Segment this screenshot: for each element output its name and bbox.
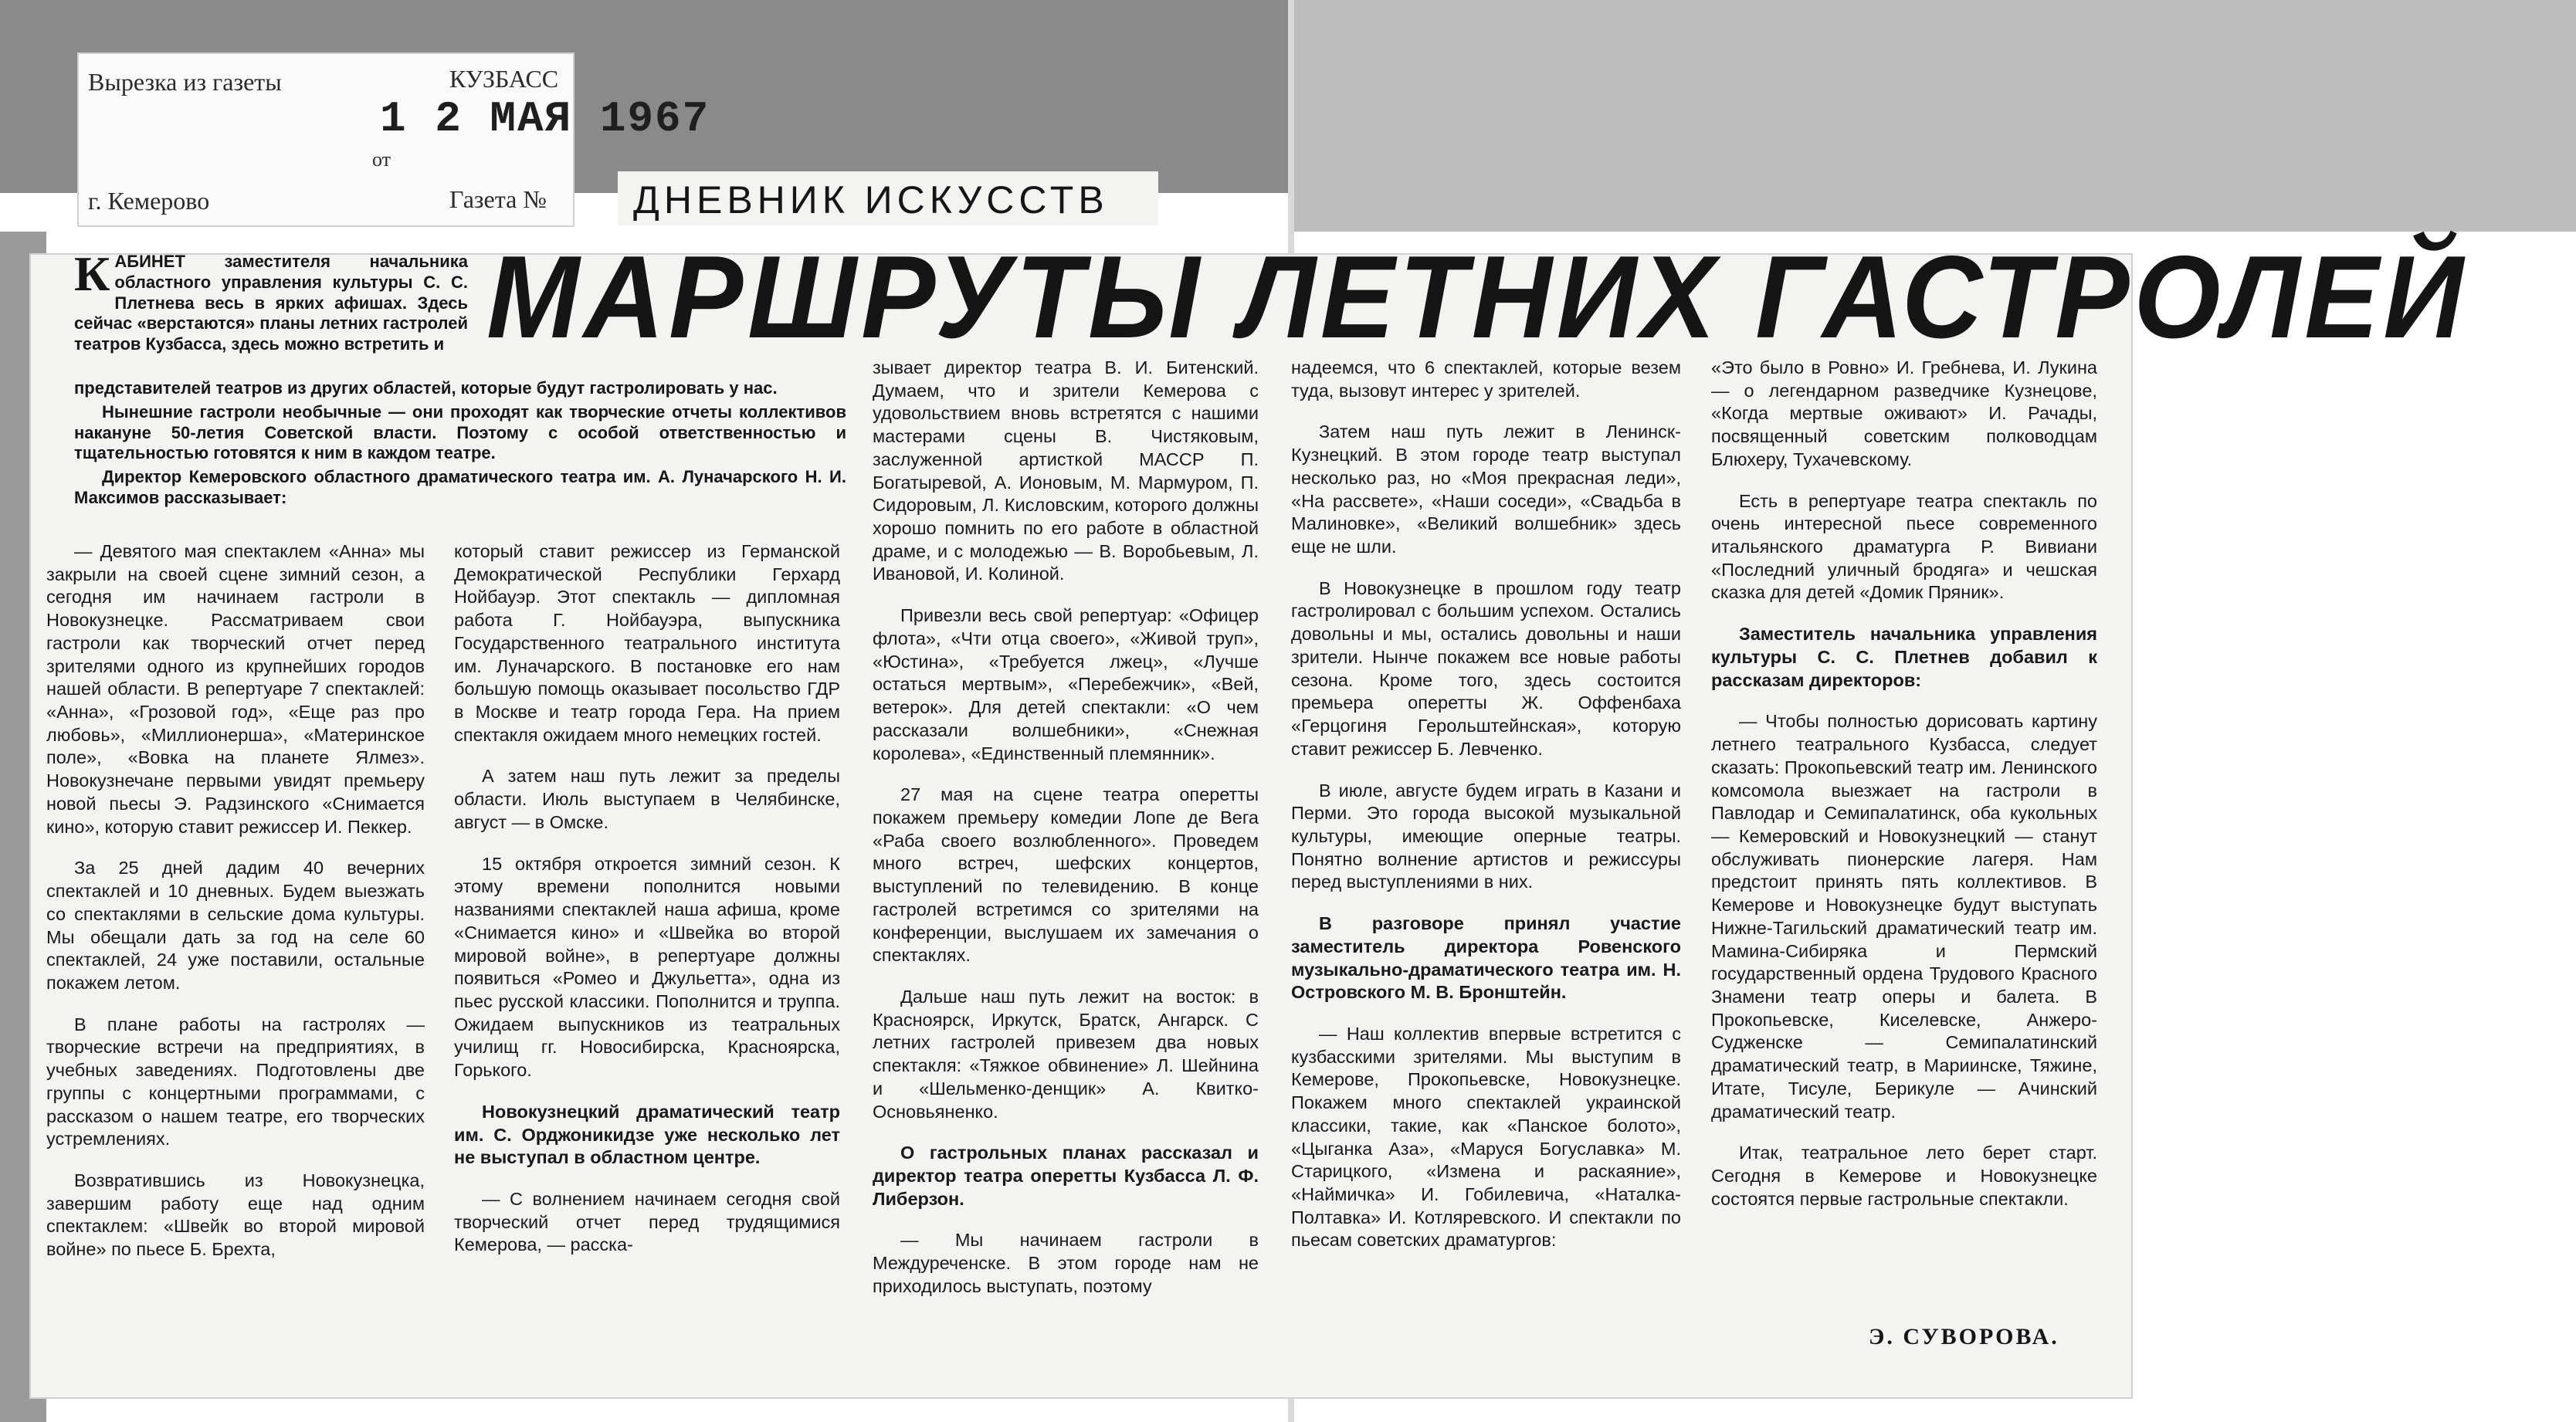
intro-paragraph: АБИНЕТ заместителя начальника областного управления культуры С. С. Плетнева весь в ярких афишах. Здесь сейчас «верстаются» планы летних гастролей театров Кузбасса, здесь можно встретить и <box>74 252 468 354</box>
city-label: г. Кемерово <box>88 187 210 215</box>
intro-paragraph: Директор Кемеровского областного драматического театра им. А. Луначарского Н. И. Максимов рассказывает: <box>74 467 846 508</box>
paragraph: 27 мая на сцене театра оперетты покажем премьеру комедии Лопе де Вега «Раба своего возлюбленного». Проведем много встреч, шефских концертов, выступлений по телевидению. В конце гастролей встретимся со зрителями на конференции, выслушаем их замечания о спектаклях. <box>873 784 1259 966</box>
drop-cap: К <box>74 246 110 301</box>
paragraph: В разговоре принял участие заместитель директора Ровенского музыкально-драматического театра им. Н. Островского М. В. Бронштейн. <box>1291 913 1681 1003</box>
clipping-stamp <box>77 52 710 227</box>
paragraph: — Наш коллектив впервые встретится с кузбасскими зрителями. Мы выступим в Кемерове, Прокопьевске, Новокузнецке. Покажем много спектаклей украинской классики, такие, как «Панское болото», «Цыганка Аза», «Маруся Богуславка» М. Старицкого, «Измена и раскаяние», «Наймичка» И. Гобилевича, «Наталка-Полтавка» И. Котляревского. И спектакли по пьесам советских драматургов: <box>1291 1023 1681 1251</box>
paragraph: который ставит режиссер из Германской Демократической Республики Герхард Нойбауэр. Этот спектакль — дипломная работа Г. Нойбауэра, выпускника Государственного театрального института им. Луначарского. В постановке его нам большую помощь оказывает посольство ГДР в Москве и театр города Гера. На прием спектакля ожидаем много немецких гостей. <box>454 541 840 745</box>
paragraph: — Мы начинаем гастроли в Междуреченске. В этом городе нам не приходилось выступать, поэтому <box>873 1230 1259 1296</box>
paragraph: Привезли весь свой репертуар: «Офицер флота», «Чти отца своего», «Живой труп», «Юстина», «Требуется лжец», «Лучше остаться мертвым», «Перебежчик», «Вей, ветерок». Для детей спектакли: «О чем рассказали волшебники», «Снежная королева», «Единственный племянник». <box>873 605 1259 763</box>
author-signature: Э. СУВОРОВА. <box>1869 1324 2059 1349</box>
paragraph: — Чтобы полностью дорисовать картину летнего театрального Кузбасса, следует сказать: Прокопьевский театр им. Ленинского комсомола выезжает на гастроли в Павлодар и Семипалатинск, оба кукольных — Кемеровский и Новокузнецкий — станут обслуживать пионерские лагеря. Нам предстоит принять пять коллективов. В Кемерове и Новокузнецке будут выступать Нижне-Тагильский драматический театр им. Мамина-Сибиряка и Пермский государственный ордена Трудового Красного Знамени театр оперы и балета. В Прокопьевске, Киселевске, Анжеро-Судженске — Семипалатинский драматический театр, в Мариинске, Тяжине, Итате, Тисуле, Берикуле — Ачинский драматический театр. <box>1711 711 2097 1122</box>
paragraph: «Это было в Ровно» И. Гребнева, И. Лукина — о легендарном разведчике Кузнецове, «Когда мертвые оживают» И. Рачады, посвященный советским полководцам Блюхеру, Тухачевскому. <box>1711 357 2097 469</box>
newspaper-name: КУЗБАСС <box>449 65 559 93</box>
text-column-1 <box>46 540 425 1280</box>
from-label: от <box>372 148 391 171</box>
article-headline: МАРШРУТЫ ЛЕТНИХ ГАСТРОЛЕЙ <box>486 232 2468 363</box>
clipping-label: Вырезка из газеты <box>88 68 282 96</box>
text-column-4 <box>1291 357 1681 1271</box>
paragraph: 15 октября откроется зимний сезон. К этому времени пополнится новыми названиями спектаклей наша афиша, кроме «Снимается кино» и «Швейка во второй мировой войне», в репертуаре должны появиться «Ромео и Джульетта», одна из пьес русской классики. Пополнится и труппа. Ожидаем выпускников из театральных училищ гг. Новосибирска, Красноярска, Горького. <box>454 853 840 1081</box>
paragraph: Затем наш путь лежит в Ленинск-Кузнецкий. В этом городе театр выступал несколько раз, но «Моя прекрасная леди», «На рассвете», «Наши соседи», «Свадьба в Малиновке», «Великий волшебник» здесь еще не шли. <box>1291 422 1681 557</box>
paragraph: — Девятого мая спектаклем «Анна» мы закрыли на своей сцене зимний сезон, а сегодня им начинаем гастроли в Новокузнецке. Рассматриваем свои гастроли как творческий отчет перед зрителями одного из крупнейших городов нашей области. В репертуаре 7 спектаклей: «Анна», «Грозовой год», «Еще раз про любовь», «Миллионерша», «Материнское поле», «Вовка на планете Ялмез». Новокузнечане первыми увидят премьеру новой пьесы Э. Радзинского «Снимается кино», которую ставит режиссер И. Пеккер. <box>46 541 425 837</box>
paragraph: зывает директор театра В. И. Битенский. Думаем, что и зрители Кемерова с удовольствием вновь встретятся с нашими мастерами сцены В. Чистяковым, заслуженной артисткой МАССР П. Богатыревой, А. Ионовым, М. Мармуром, П. Сидоровым, Л. Кисловским, которого должны хорошо помнить по его работе в областной драме, и с молодежью — В. Воробьевым, Л. Ивановой, И. Колиной. <box>873 357 1259 584</box>
paragraph: О гастрольных планах рассказал и директор театра оперетты Кузбасса Л. Ф. Либерзон. <box>873 1143 1259 1209</box>
paragraph: За 25 дней дадим 40 вечерних спектаклей и 10 дневных. Будем выезжать со спектаклями в сельские дома культуры. Мы обещали дать за год на селе 60 спектаклей, 24 уже поставили, остальные покажем летом. <box>46 858 425 993</box>
rubric-title: ДНЕВНИК ИСКУССТВ <box>633 178 1109 222</box>
article-intro-wide <box>74 378 846 512</box>
scan-shadow-light <box>1288 0 2576 232</box>
gazette-number: Газета № <box>449 185 547 213</box>
paragraph: — С волнением начинаем сегодня свой творческий отчет перед трудящимися Кемерова, — расска- <box>454 1188 840 1255</box>
article-intro <box>74 246 468 355</box>
paragraph: Заместитель начальника управления культуры С. С. Плетнев добавил к рассказам директоров: <box>1711 624 2097 690</box>
paragraph: Дальше наш путь лежит на восток: в Красноярск, Иркутск, Братск, Ангарск. С летних гастролей привезем два новых спектакля: «Тяжкое обвинение» Л. Шейнина и «Шельменко-денщик» А. Квитко-Основьяненко. <box>873 986 1259 1122</box>
paragraph: Новокузнецкий драматический театр им. С. Орджоникидзе уже несколько лет не выступал в областном центре. <box>454 1101 840 1168</box>
stamp-date: 1 2 МАЯ 1967 <box>380 94 710 144</box>
paragraph: А затем наш путь лежит за пределы области. Июль выступаем в Челябинске, август — в Омске. <box>454 766 840 832</box>
rubric <box>618 171 1158 225</box>
text-column-2 <box>454 540 840 1275</box>
text-column-5 <box>1711 357 2097 1229</box>
paragraph: надеемся, что 6 спектаклей, которые везем туда, вызовут интерес у зрителей. <box>1291 357 1681 401</box>
paragraph: В июле, августе будем играть в Казани и Перми. Это города высокой музыкальной культуры, имеющие оперные театры. Понятно волнение артистов и режиссуры перед выступлениями в них. <box>1291 780 1681 892</box>
paragraph: Есть в репертуаре театра спектакль по очень интересной пьесе современного итальянского драматурга Р. Вивиани «Последний уличный бродяга» и чешская сказка для детей «Домик Пряник». <box>1711 490 2097 603</box>
intro-paragraph: Нынешние гастроли необычные — они проходят как творческие отчеты коллективов накануне 50-летия Советской власти. Поэтому с особой ответственностью и тщательностью готовятся к ним в каждом театре. <box>74 401 846 463</box>
paragraph: В Новокузнецке в прошлом году театр гастролировал с большим успехом. Остались довольны и мы, остались довольны и наши зрители. Нынче покажем все новые работы сезона. Кроме того, здесь состоится премьера оперетты Ж. Оффенбаха «Герцогиня Герольштейнская», которую ставит режиссер Б. Левченко. <box>1291 577 1681 759</box>
paragraph: Итак, театральное лето берет старт. Сегодня в Кемерове и Новокузнецке состоятся первые гастрольные спектакли. <box>1711 1143 2097 1209</box>
paragraph: Возвратившись из Новокузнецка, завершим работу еще над одним спектаклем: «Швейк во второй мировой войне» по пьесе Б. Брехта, <box>46 1170 425 1260</box>
paragraph: В плане работы на гастролях — творческие встречи на предприятиях, в учебных заведениях. Подготовлены две группы с концертными программами, с рассказом о нашем театре, его творческих устремлениях. <box>46 1014 425 1149</box>
text-column-3 <box>873 357 1259 1317</box>
intro-paragraph: представителей театров из других областей, которые будут гастролировать у нас. <box>74 378 778 398</box>
